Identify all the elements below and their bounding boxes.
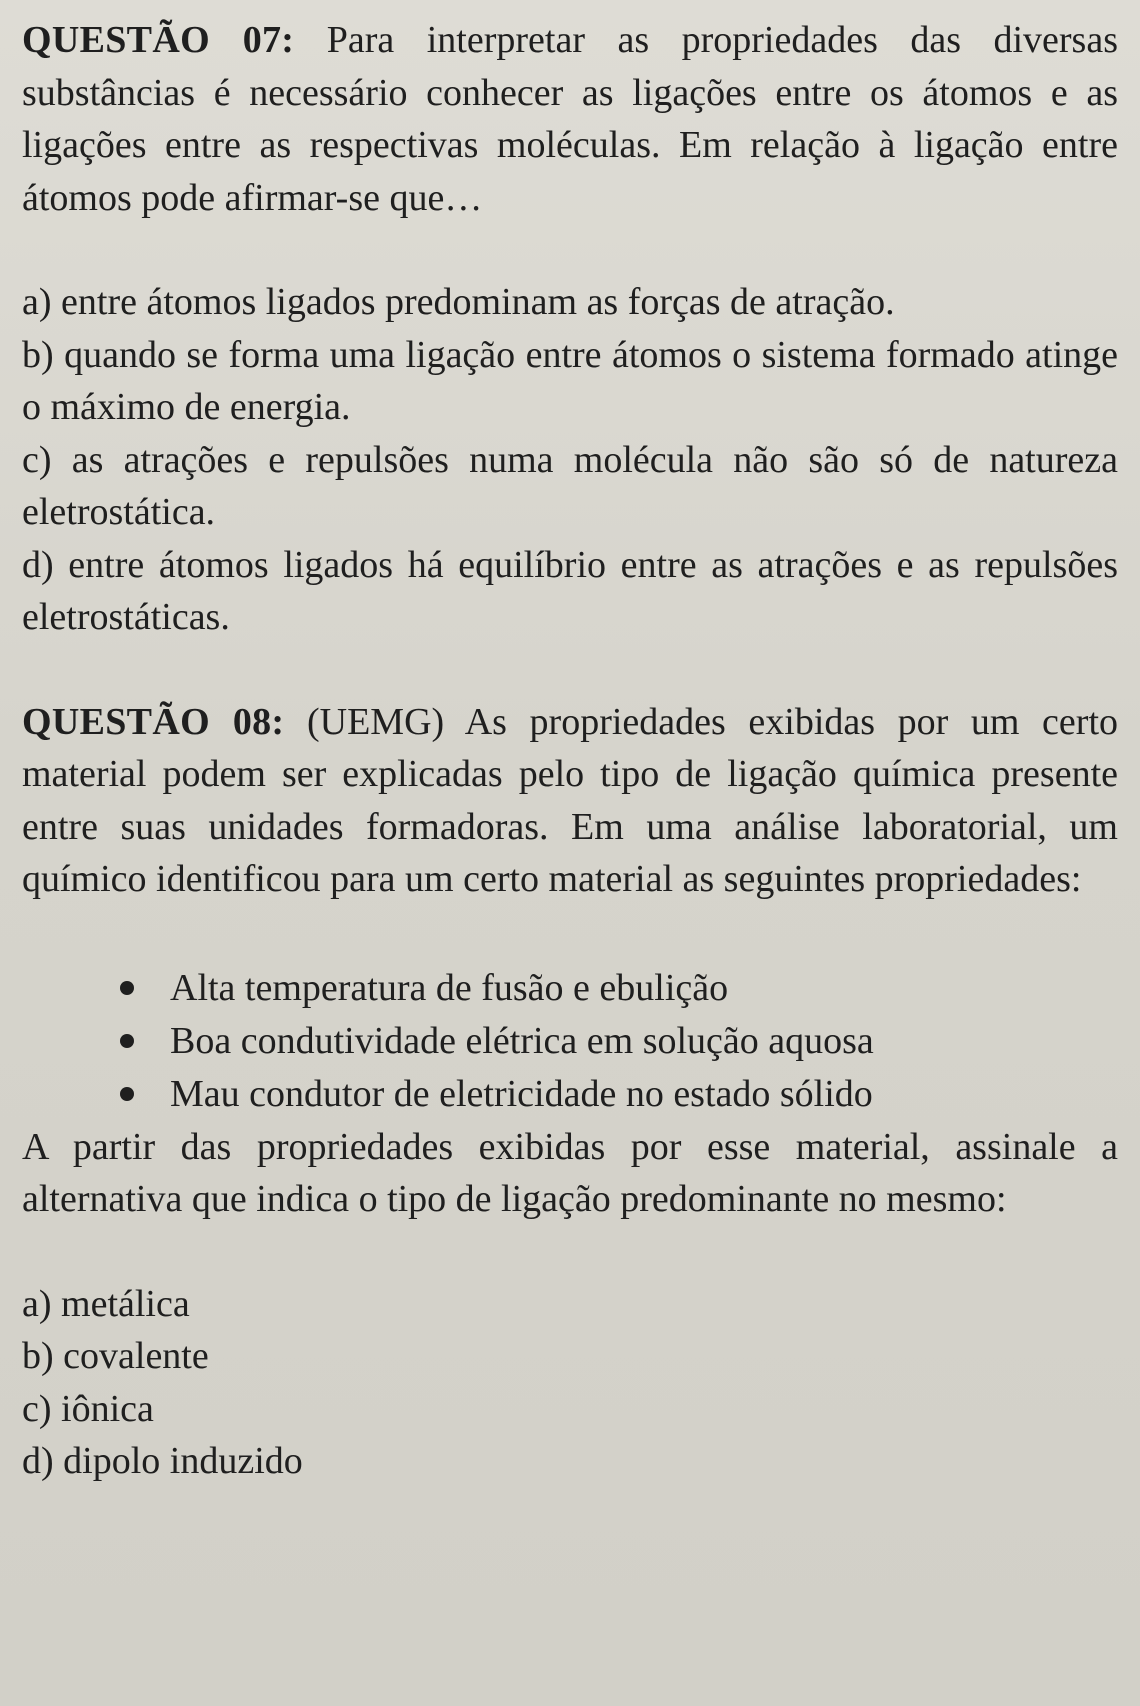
option-a: a) metálica [22,1282,190,1325]
question-07-options [22,276,1118,644]
bullet-icon [120,1087,134,1101]
question-07-statement [22,14,1118,224]
question-08-instruction: A partir das propriedades exibidas por esse material, assinale a alternativa que indica o tipo de ligação predominante no mesmo: [22,1125,1118,1220]
property-item [170,1015,1118,1068]
property-list [22,962,1118,1121]
option-a: a) entre átomos ligados predominam as forças de atração. [22,281,895,323]
question-07 [22,14,1118,644]
question-08-text: (UEMG) As propriedades exibidas por um certo material podem ser explicadas pelo tipo de ligação química presente entre suas unidades formadoras. Em uma análise laboratorial, um químico identificou para um certo material as seguintes propriedades: [22,700,1119,900]
question-08-statement [22,696,1118,906]
option-d: d) entre átomos ligados há equilíbrio entre as atrações e as repulsões eletrostáticas. [22,543,1118,638]
question-07-label: QUESTÃO 07: [22,19,295,61]
property-text: Mau condutor de eletricidade no estado sólido [170,1072,873,1115]
bullet-icon [120,1034,134,1048]
question-08-label: QUESTÃO 08: [22,700,285,743]
option-b: b) quando se forma uma ligação entre átomos o sistema formado atinge o máximo de energia. [22,333,1118,428]
property-text: Alta temperatura de fusão e ebulição [170,966,729,1009]
property-item [170,1068,1118,1121]
question-08-options [22,1278,1118,1488]
question-07-text: Para interpretar as propriedades das diversas substâncias é necessário conhecer as ligações entre os átomos e as ligações entre as respectivas moléculas. Em relação à ligação entre átomos pode afirmar-se que… [22,19,1118,219]
option-c: c) iônica [22,1387,154,1430]
bullet-icon [120,981,134,995]
property-text: Boa condutividade elétrica em solução aquosa [170,1019,874,1062]
option-b: b) covalente [22,1335,209,1377]
option-d: d) dipolo induzido [22,1440,303,1482]
question-08 [22,696,1118,1488]
property-item [170,962,1118,1015]
option-c: c) as atrações e repulsões numa molécula não são só de natureza eletrostática. [22,438,1118,533]
